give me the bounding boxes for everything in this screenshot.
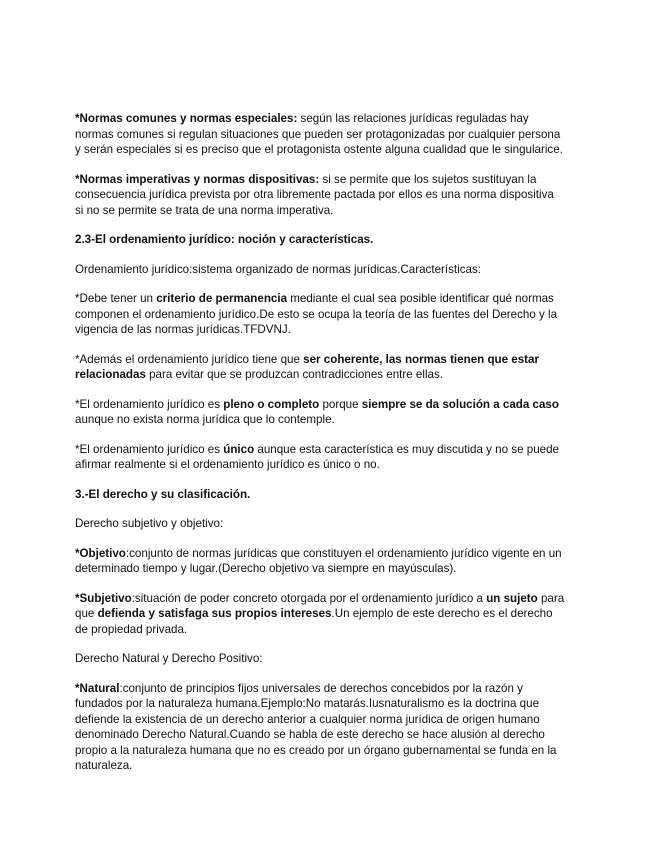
text-subjetivo-2: para que bbox=[75, 591, 565, 620]
text-subjetivo-3: .Un ejemplo de este derecho es el derecho de propiedad privada. bbox=[75, 607, 553, 636]
term-unico: único bbox=[223, 442, 255, 456]
text-permanencia-1: *Debe tener un bbox=[75, 292, 157, 305]
term-permanencia: criterio de permanencia bbox=[156, 292, 288, 305]
text-objetivo: :conjunto de normas jurídicas que constituyen el ordenamiento jurídico vigente en un determinado tiempo y lugar.(Derecho objetivo va siempre en mayúsculas). bbox=[75, 546, 562, 575]
paragraph-normas-comunes bbox=[75, 111, 565, 158]
document-page bbox=[75, 111, 565, 788]
text-subjetivo-1: :situación de poder concreto otorgada por el ordenamiento jurídico a bbox=[131, 591, 487, 605]
section-heading-derecho: 3.-El derecho y su clasificación. bbox=[75, 487, 251, 501]
paragraph-unico bbox=[75, 442, 565, 473]
text-normas-imperativas: si se permite que los sujetos sustituyan la consecuencia jurídica prevista por otra libremente pactada por ellos es una norma dispositiva si no se permite se trata de una norma imperativa. bbox=[75, 172, 554, 217]
text-pleno-1: *El ordenamiento jurídico es bbox=[75, 397, 224, 411]
term-sujeto: un sujeto bbox=[486, 591, 538, 605]
text-normas-comunes: según las relaciones jurídicas reguladas hay normas comunes si regulan situaciones que pueden ser protagonizadas por cualquier persona y serán especiales si es preciso que el protagonista ostente alguna cualidad que le singularice. bbox=[75, 112, 563, 156]
term-normas-imperativas: *Normas imperativas y normas dispositivas: bbox=[75, 172, 320, 186]
text-pleno-3: aunque no exista norma jurídica que lo contemple. bbox=[75, 413, 335, 426]
paragraph-subjetivo bbox=[75, 591, 565, 638]
text-unico-2: aunque esta característica es muy discutida y no se puede afirmar realmente si el ordenamiento jurídico es único o no. bbox=[75, 442, 559, 471]
paragraph-natural bbox=[75, 681, 565, 774]
term-coherente: ser coherente, las normas tienen que estar relacionadas bbox=[75, 352, 539, 381]
term-solucion: siempre se da solución a cada caso bbox=[361, 397, 559, 411]
section-heading-ordenamiento: 2.3-El ordenamiento jurídico: noción y características. bbox=[75, 233, 374, 246]
paragraph-natural-positivo: Derecho Natural y Derecho Positivo: bbox=[75, 652, 263, 665]
text-permanencia-2: mediante el cual sea posible identificar qué normas componen el ordenamiento jurídico.De esto se ocupa la teoría de las fuentes del Derecho y la vigencia de las normas jurídicas.TFDVNJ. bbox=[75, 292, 558, 336]
term-objetivo: *Objetivo bbox=[75, 546, 126, 560]
text-coherente-1: *Además el ordenamiento jurídico tiene que bbox=[75, 352, 304, 366]
paragraph-subjetivo-objetivo: Derecho subjetivo y objetivo: bbox=[75, 517, 224, 530]
paragraph-coherente bbox=[75, 352, 565, 383]
paragraph-permanencia bbox=[75, 291, 565, 338]
term-pleno: pleno o completo bbox=[223, 397, 320, 411]
text-unico-1: *El ordenamiento jurídico es bbox=[75, 442, 224, 456]
term-subjetivo: *Subjetivo bbox=[75, 591, 132, 605]
text-coherente-2: para evitar que se produzcan contradicciones entre ellas. bbox=[145, 368, 443, 381]
paragraph-pleno bbox=[75, 397, 565, 428]
paragraph-normas-imperativas bbox=[75, 172, 565, 219]
term-natural: *Natural bbox=[75, 681, 120, 695]
term-normas-comunes: *Normas comunes y normas especiales: bbox=[75, 112, 298, 125]
term-intereses: defienda y satisfaga sus propios intereses bbox=[97, 607, 332, 620]
paragraph-ordenamiento-definicion: Ordenamiento jurídico:sistema organizado de normas jurídicas.Características: bbox=[75, 262, 481, 276]
paragraph-objetivo bbox=[75, 546, 565, 577]
text-natural: :conjunto de principios fijos universales de derechos concebidos por la razón y fundados por la naturaleza humana.Ejemplo:No matarás.Iusnaturalismo es la doctrina que defiende la existencia de un derecho anterior a cualquier norma jurídica de origen humano denominado Derecho Natural.Cuando se habla de este derecho se hace alusión al derecho propio a la naturaleza humana que no es creado por un órgano gubernamental se funda en la naturaleza. bbox=[75, 681, 557, 772]
text-pleno-2: porque bbox=[319, 397, 362, 411]
